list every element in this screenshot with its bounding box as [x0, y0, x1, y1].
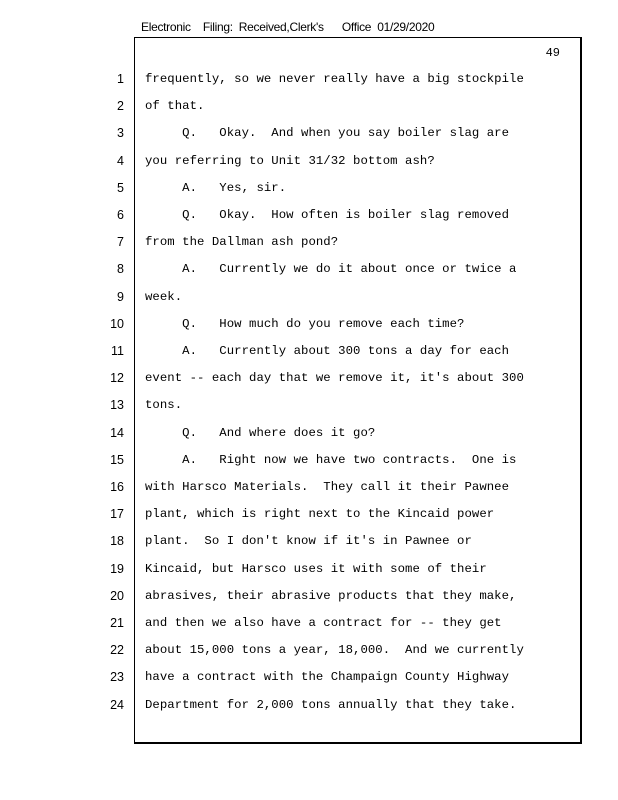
line-number: 1 — [117, 72, 124, 86]
line-text: Q. And where does it go? — [145, 425, 376, 440]
line-number: 10 — [110, 316, 124, 331]
line-text: A. Currently about 300 tons a day for each — [145, 344, 510, 358]
line-text: Kincaid, but Harsco uses it with some of their — [145, 561, 487, 576]
page-number: 49 — [545, 46, 560, 60]
transcript-line — [0, 93, 618, 120]
line-number: 9 — [117, 289, 124, 304]
line-number: 13 — [110, 398, 124, 413]
transcript-line — [0, 692, 618, 719]
transcript-line — [0, 474, 618, 501]
line-number: 7 — [117, 235, 124, 250]
line-text: Q. Okay. How often is boiler slag removed — [145, 208, 510, 222]
line-number: 11 — [111, 344, 124, 358]
transcript-line — [0, 284, 618, 311]
line-text: abrasives, their abrasive products that they make, — [145, 588, 517, 603]
line-number: 23 — [110, 670, 124, 685]
transcript-line — [0, 392, 618, 419]
transcript-line — [0, 664, 618, 691]
transcript-line — [0, 583, 618, 610]
line-text: week. — [145, 289, 183, 304]
line-text: about 15,000 tons a year, 18,000. And we currently — [145, 643, 524, 658]
transcript-line — [0, 256, 618, 283]
line-text: and then we also have a contract for -- they get — [145, 616, 502, 630]
line-number: 24 — [110, 697, 124, 712]
line-text: with Harsco Materials. They call it their Pawnee — [145, 480, 510, 494]
transcript-line — [0, 311, 618, 338]
filing-header: Electronic Filing: Received,Clerk's Office 01/29/2020 — [141, 20, 435, 34]
transcript-line — [0, 420, 618, 447]
line-text: Q. Okay. And when you say boiler slag are — [145, 126, 510, 141]
line-text: A. Yes, sir. — [145, 180, 287, 195]
line-number: 8 — [117, 262, 124, 277]
transcript-line — [0, 501, 618, 528]
transcript-line — [0, 556, 618, 583]
line-number: 19 — [110, 561, 124, 576]
line-text: Department for 2,000 tons annually that they take. — [145, 697, 517, 712]
line-number: 5 — [117, 180, 124, 195]
line-text: you referring to Unit 31/32 bottom ash? — [145, 153, 435, 168]
line-number: 15 — [110, 452, 124, 467]
line-text: from the Dallman ash pond? — [145, 235, 339, 250]
line-text: frequently, so we never really have a big stockpile — [145, 72, 524, 86]
line-text: of that. — [145, 99, 205, 114]
line-text: Q. How much do you remove each time? — [145, 316, 465, 331]
transcript-line — [0, 148, 618, 175]
line-number: 14 — [110, 425, 124, 440]
transcript-line — [0, 637, 618, 664]
transcript-line — [0, 66, 618, 93]
line-text: plant, which is right next to the Kincaid power — [145, 507, 495, 522]
transcript-line — [0, 120, 618, 147]
transcript-line — [0, 610, 618, 637]
line-number: 17 — [110, 507, 124, 522]
line-number: 18 — [110, 534, 124, 549]
line-number: 12 — [110, 371, 124, 386]
transcript-line — [0, 365, 618, 392]
transcript-line — [0, 202, 618, 229]
line-number: 16 — [110, 480, 124, 494]
line-text: A. Currently we do it about once or twice a — [145, 262, 517, 277]
line-text: tons. — [145, 398, 183, 413]
line-number: 3 — [117, 126, 124, 141]
line-text: have a contract with the Champaign County Highway — [145, 670, 510, 685]
line-number: 4 — [117, 153, 124, 168]
line-text: plant. So I don't know if it's in Pawnee or — [145, 534, 472, 549]
transcript-line — [0, 338, 618, 365]
line-text: A. Right now we have two contracts. One is — [145, 452, 517, 467]
line-number: 6 — [117, 208, 124, 222]
transcript-line — [0, 175, 618, 202]
transcript-line — [0, 229, 618, 256]
line-number: 20 — [110, 588, 124, 603]
line-text: event -- each day that we remove it, it's about 300 — [145, 371, 524, 386]
transcript-line — [0, 528, 618, 555]
transcript-line — [0, 447, 618, 474]
line-number: 21 — [110, 616, 124, 630]
line-number: 2 — [117, 99, 124, 114]
line-number: 22 — [110, 643, 124, 658]
